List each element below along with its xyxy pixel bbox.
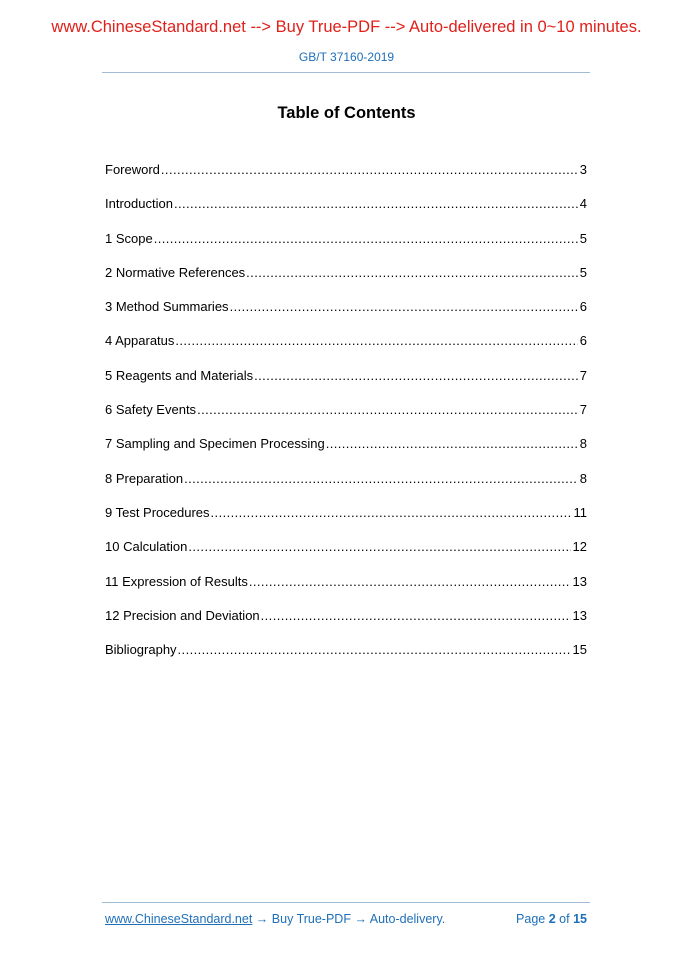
footer-buy-text: Buy True-PDF bbox=[271, 912, 351, 926]
toc-entry-page-number: 3 bbox=[579, 162, 587, 177]
toc-entry-page-number: 5 bbox=[579, 264, 587, 280]
toc-dot-leader bbox=[174, 195, 578, 213]
toc-entry-label: 7 Sampling and Specimen Processing bbox=[105, 436, 325, 452]
of-word: of bbox=[559, 912, 570, 926]
toc-entry-page-number: 13 bbox=[572, 607, 587, 623]
toc-entry[interactable] bbox=[105, 504, 587, 538]
standard-code: GB/T 37160-2019 bbox=[298, 50, 395, 64]
toc-entry-page-number: 11 bbox=[573, 504, 587, 520]
toc-dot-leader bbox=[188, 538, 570, 556]
page-indicator bbox=[516, 912, 587, 926]
toc-dot-leader bbox=[184, 470, 578, 488]
toc-entry-page-number: 6 bbox=[579, 299, 587, 315]
toc-entry[interactable] bbox=[105, 470, 587, 504]
toc-title: Table of Contents bbox=[277, 104, 416, 122]
toc-dot-leader bbox=[249, 573, 571, 591]
toc-dot-leader bbox=[261, 607, 571, 625]
toc-entry-page-number: 8 bbox=[579, 436, 587, 452]
header-divider bbox=[102, 72, 590, 73]
toc-entry-label: 4 Apparatus bbox=[105, 333, 175, 349]
toc-entry-label: 1 Scope bbox=[105, 230, 153, 246]
toc-entry[interactable] bbox=[105, 332, 587, 366]
toc-dot-leader bbox=[161, 161, 578, 179]
promo-banner[interactable]: www.ChineseStandard.net --> Buy True-PDF --> Auto-delivered in 0~10 minutes. bbox=[51, 18, 642, 36]
toc-dot-leader bbox=[175, 332, 577, 350]
toc-entry-page-number: 7 bbox=[579, 402, 587, 418]
toc-dot-leader bbox=[230, 298, 578, 316]
toc-entry[interactable] bbox=[105, 573, 587, 607]
toc-entry-label: 6 Safety Events bbox=[105, 402, 197, 418]
toc-entry-label: 10 Calculation bbox=[105, 539, 188, 555]
toc-list bbox=[105, 161, 587, 675]
toc-entry-page-number: 4 bbox=[579, 196, 587, 212]
toc-dot-leader bbox=[197, 401, 578, 419]
page-word: Page bbox=[516, 912, 546, 926]
arrow-right-icon: → bbox=[255, 912, 269, 926]
toc-entry-label: 5 Reagents and Materials bbox=[105, 367, 254, 383]
footer-site-link[interactable]: www.ChineseStandard.net bbox=[105, 912, 253, 926]
toc-entry-label: 2 Normative References bbox=[105, 264, 246, 280]
footer-promo bbox=[105, 912, 445, 926]
toc-dot-leader bbox=[246, 264, 578, 282]
toc-entry-label: Bibliography bbox=[105, 642, 177, 658]
toc-entry-label: Introduction bbox=[105, 196, 173, 212]
toc-entry[interactable] bbox=[105, 264, 587, 298]
toc-entry-page-number: 6 bbox=[579, 333, 587, 349]
total-page-count: 15 bbox=[573, 912, 587, 926]
toc-entry-page-number: 7 bbox=[579, 367, 587, 383]
toc-dot-leader bbox=[326, 435, 578, 453]
toc-entry[interactable] bbox=[105, 298, 587, 332]
toc-dot-leader bbox=[211, 504, 572, 522]
current-page-number: 2 bbox=[548, 912, 556, 926]
toc-entry-label: 11 Expression of Results bbox=[105, 573, 248, 589]
toc-entry-label: 8 Preparation bbox=[105, 470, 184, 486]
toc-entry-page-number: 12 bbox=[572, 539, 587, 555]
toc-entry[interactable] bbox=[105, 641, 587, 675]
arrow-right-icon: → bbox=[354, 912, 367, 926]
toc-entry-page-number: 8 bbox=[579, 470, 587, 486]
toc-entry-label: Foreword bbox=[105, 162, 160, 177]
toc-entry[interactable] bbox=[105, 195, 587, 229]
toc-entry-page-number: 5 bbox=[579, 230, 587, 246]
toc-dot-leader bbox=[154, 230, 578, 248]
toc-entry[interactable] bbox=[105, 401, 587, 435]
toc-entry[interactable] bbox=[105, 607, 587, 641]
toc-entry-page-number: 13 bbox=[572, 573, 587, 589]
toc-dot-leader bbox=[254, 367, 578, 385]
toc-entry-label: 9 Test Procedures bbox=[105, 504, 210, 520]
toc-dot-leader bbox=[178, 641, 571, 659]
toc-entry[interactable] bbox=[105, 161, 587, 195]
toc-entry[interactable] bbox=[105, 538, 587, 572]
footer-divider bbox=[102, 902, 590, 903]
toc-entry-page-number: 15 bbox=[572, 642, 587, 658]
toc-entry[interactable] bbox=[105, 230, 587, 264]
toc-entry-label: 12 Precision and Deviation bbox=[105, 607, 260, 623]
toc-entry[interactable] bbox=[105, 367, 587, 401]
toc-entry-label: 3 Method Summaries bbox=[105, 299, 229, 315]
footer-delivery-text: Auto-delivery. bbox=[369, 912, 446, 926]
toc-entry[interactable] bbox=[105, 435, 587, 469]
